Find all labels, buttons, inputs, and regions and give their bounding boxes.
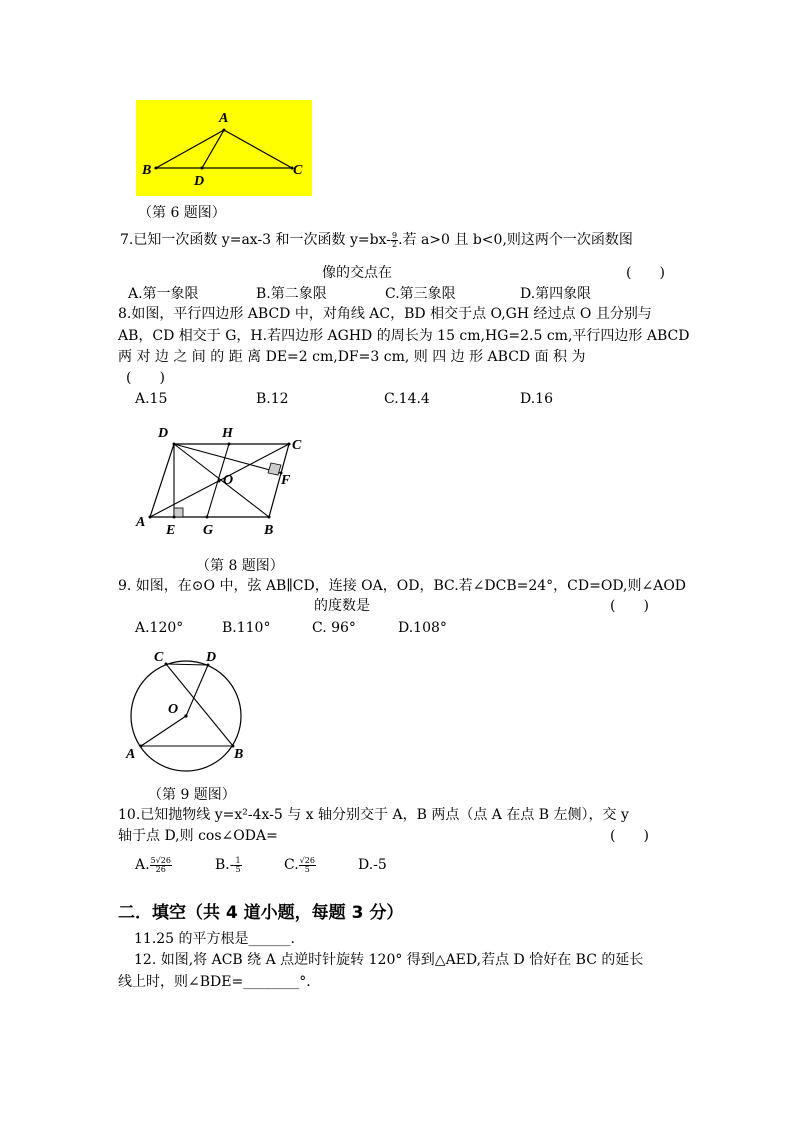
question-10-line-1: 10.已知抛物线 y=x²-4x-5 与 x 轴分别交于 A，B 两点（点 A 在点 B 左侧），交 y <box>118 807 629 823</box>
diagonal-bd <box>174 444 269 517</box>
q8-option-d: D.16 <box>520 391 553 407</box>
figure-9-caption: （第 9 题图） <box>148 787 236 803</box>
q10-option-d: D.-5 <box>358 857 387 873</box>
label-a: A <box>219 111 229 126</box>
question-9-answer-paren: ( ) <box>610 598 649 614</box>
q8-option-b: B.12 <box>256 391 289 407</box>
question-10-line-2: 轴于点 D,则 cos∠ODA= <box>118 828 278 844</box>
figure-9-diagram <box>118 645 258 780</box>
question-8-line-1: 8.如图，平行四边形 ABCD 中，对角线 AC，BD 相交于点 O,GH 经过点 O 且分别与 <box>118 306 652 322</box>
figure-8-caption: （第 8 题图） <box>196 558 284 574</box>
segment-od <box>186 665 208 716</box>
question-11: 11.25 的平方根是______. <box>134 931 295 947</box>
q10-option-c: C. $\frac{√26}{5}$ <box>284 855 315 874</box>
q8-option-c: C.14.4 <box>384 391 430 407</box>
q10-option-c-fraction: $\frac{√26}{5}$ <box>299 855 315 874</box>
chord-cd <box>166 664 208 665</box>
label-e: E <box>166 523 176 538</box>
q10-option-b: B.- $\frac{1}{5}$ <box>215 855 241 874</box>
section-2-heading: 二．填空（共 4 道小题，每题 3 分） <box>118 903 404 923</box>
label-c: C <box>292 438 302 453</box>
label-d: D <box>194 174 205 189</box>
q9-option-c: C. 96° <box>312 620 356 636</box>
q9-option-d: D.108° <box>398 620 447 636</box>
figure-6-diagram <box>136 100 312 196</box>
label-c: C <box>293 163 303 178</box>
q9-option-b: B.110° <box>222 620 271 636</box>
label-a: A <box>136 515 146 530</box>
label-c: C <box>154 650 164 665</box>
q10-option-a-fraction: $\frac{5√26}{26}$ <box>150 855 171 874</box>
label-d: D <box>158 426 169 441</box>
figure-8-diagram <box>130 420 320 550</box>
label-d: D <box>206 650 217 665</box>
q7-option-d: D.第四象限 <box>520 286 592 302</box>
q7-text-post: .若 a>0 且 b<0,则这两个一次函数图 <box>398 232 633 248</box>
right-angle-e <box>174 508 183 517</box>
label-a: A <box>126 747 136 762</box>
question-8-line-2: AB，CD 相交于 G，H.若四边形 AGHD 的周长为 15 cm,HG=2.5 cm,平行四边形 ABCD <box>118 328 690 344</box>
segment-oa <box>141 716 186 746</box>
question-7-answer-paren: ( ) <box>626 265 665 281</box>
question-9-line-2: 的度数是 <box>314 598 370 614</box>
q10-option-a: A. $\frac{5√26}{26}$ <box>135 855 171 874</box>
label-o: O <box>168 702 179 717</box>
question-7-line-2: 像的交点在 <box>322 265 392 281</box>
q7-text-pre: 7.已知一次函数 y=ax-3 和一次函数 y=bx- <box>120 232 391 248</box>
question-12-line-2: 线上时，则∠BDE=________°. <box>118 974 311 990</box>
question-8-line-3: 两 对 边 之 间 的 距 离 DE=2 cm,DF=3 cm, 则 四 边 形 ABCD 面 积 为 <box>118 349 586 365</box>
question-9-line-1: 9. 如图，在⊙O 中，弦 AB∥CD，连接 OA，OD，BC.若∠DCB=24°，CD=OD,则∠AOD <box>118 578 687 594</box>
label-h: H <box>222 426 233 441</box>
q7-option-a: A.第一象限 <box>128 286 199 302</box>
q7-fraction: $\frac{9}{2}$ <box>391 230 398 249</box>
label-b: B <box>142 163 152 178</box>
label-b: B <box>234 747 244 762</box>
q7-option-c: C.第三象限 <box>385 286 456 302</box>
q7-option-b: B.第二象限 <box>256 286 327 302</box>
label-o: O <box>223 473 234 488</box>
label-g: G <box>203 523 214 538</box>
question-8-line-4: ( ) <box>126 370 165 386</box>
question-10-answer-paren: ( ) <box>610 828 649 844</box>
q10-option-b-fraction: $\frac{1}{5}$ <box>235 855 241 874</box>
q9-option-a: A.120° <box>135 620 184 636</box>
right-angle-f <box>268 463 281 475</box>
q8-option-a: A.15 <box>135 391 168 407</box>
figure-6-caption: （第 6 题图） <box>138 205 226 221</box>
label-f: F <box>281 473 291 488</box>
question-7-line-1 <box>120 231 633 249</box>
question-12-line-1: 12. 如图,将 ACB 绕 A 点逆时针旋转 120° 得到△AED,若点 D 恰好在 BC 的延长 <box>134 952 644 968</box>
label-b: B <box>264 523 274 538</box>
